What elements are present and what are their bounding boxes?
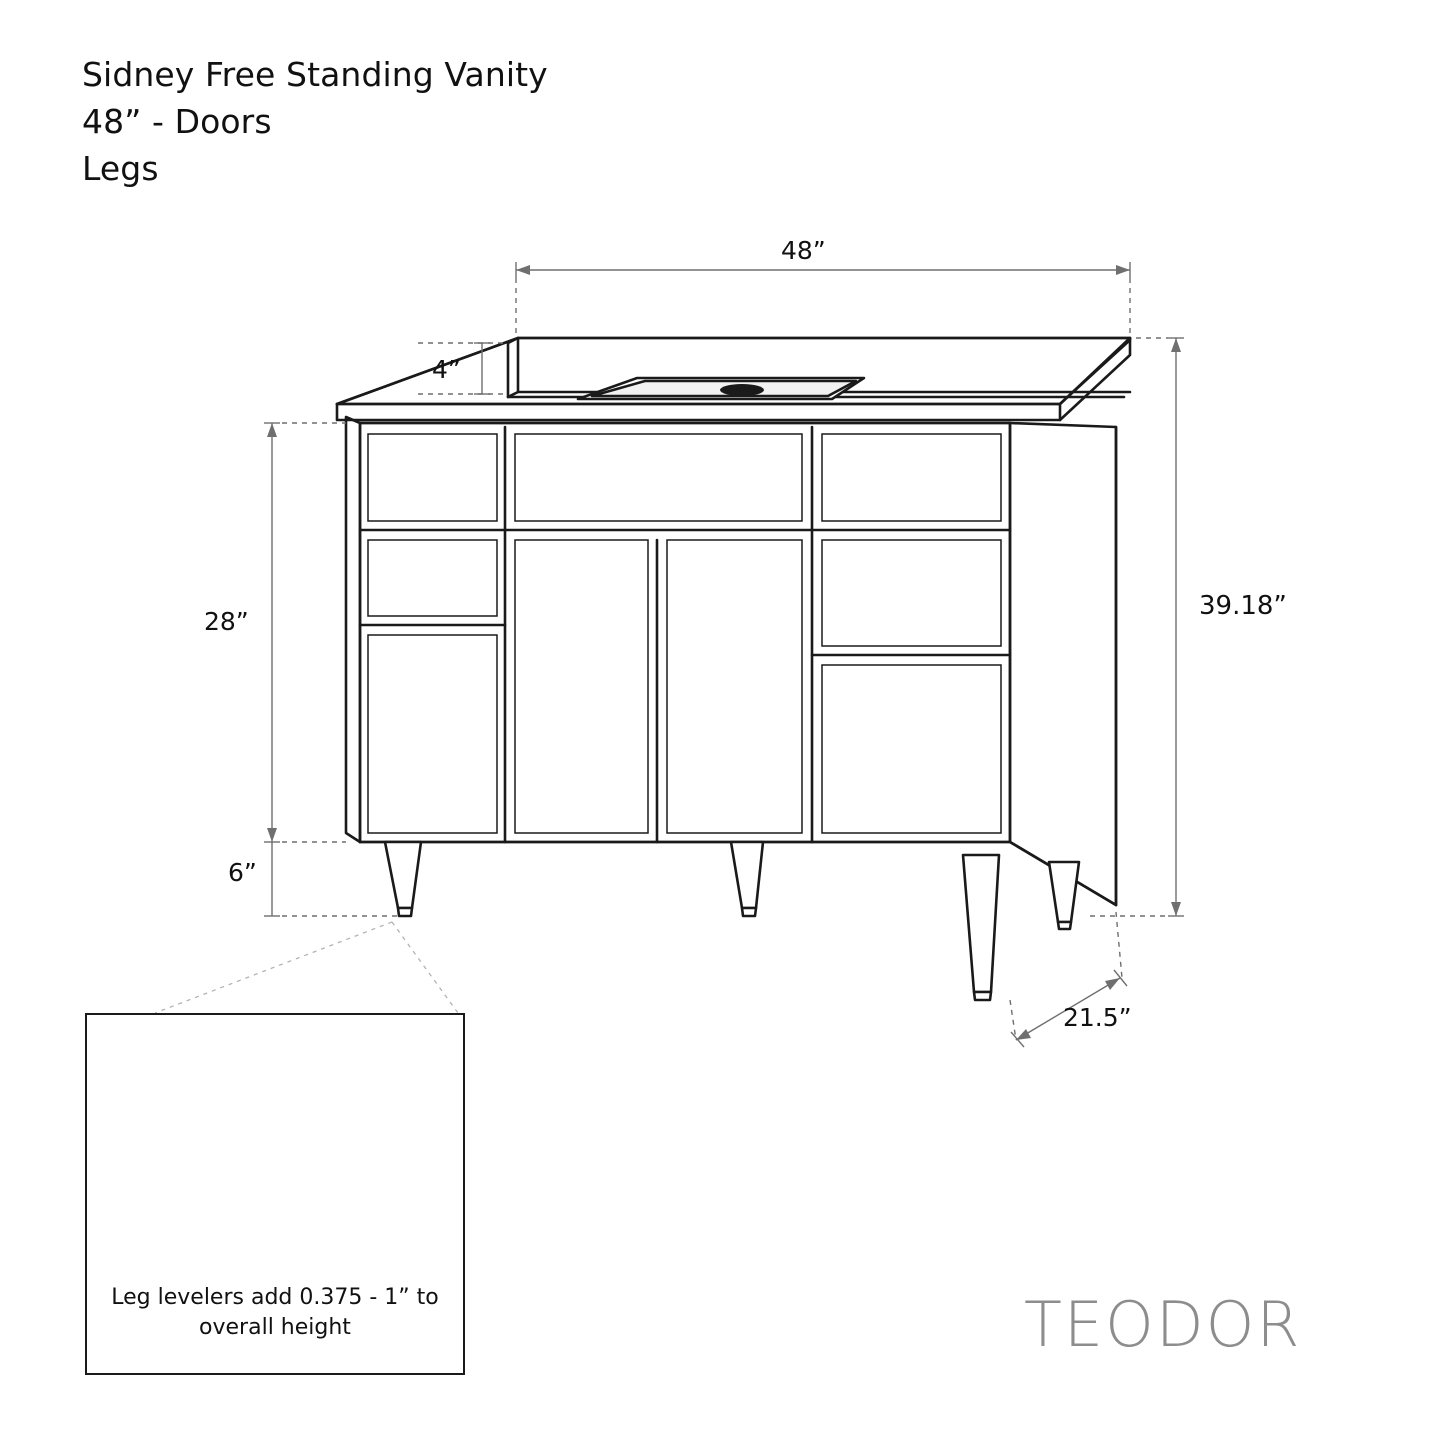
product-title-line-1: Sidney Free Standing Vanity <box>82 55 548 94</box>
product-title-line-3: Legs <box>82 148 159 188</box>
leg-detail-inset <box>85 1013 465 1375</box>
dimension-label-backsplash: 4” <box>432 355 461 384</box>
leg-leveler-caption: Leg levelers add 0.375 - 1” to overall height <box>111 1285 439 1340</box>
dimension-label-depth: 21.5” <box>1063 1003 1132 1032</box>
dimension-label-width: 48” <box>781 236 826 265</box>
dimension-label-leg-height: 6” <box>228 858 257 887</box>
dimension-label-cabinet-height: 28” <box>204 607 249 636</box>
dimension-label-overall-height: 39.18” <box>1199 591 1287 621</box>
brand-wordmark: TEODOR <box>1024 1288 1302 1361</box>
product-title-line-2: 48” - Doors <box>82 101 272 141</box>
